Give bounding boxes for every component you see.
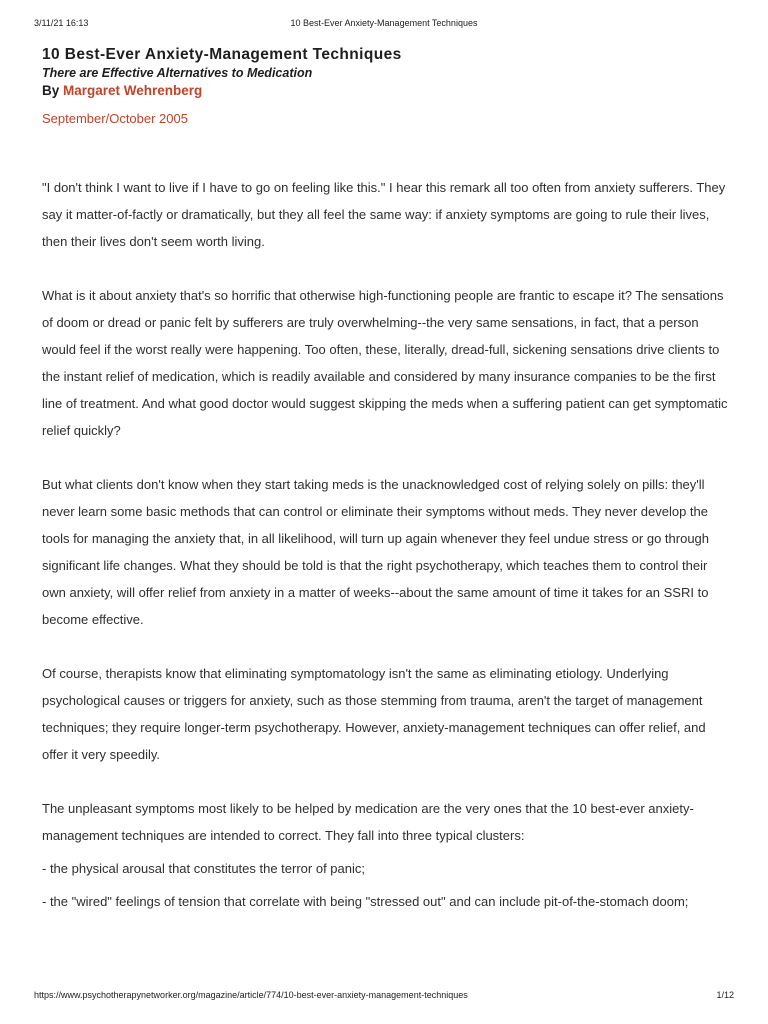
article-subtitle: There are Effective Alternatives to Medication bbox=[42, 66, 313, 80]
paragraph: What is it about anxiety that's so horrific that otherwise high-functioning people are frantic to escape it? The sensations of doom or dread or panic felt by sufferers are truly overwhelming--the very same sensations, in fact, that a person would feel if the worst really were happening. Too often, these, literally, dread-full, sickening sensations drive clients to the instant relief of medication, which is readily available and considered by many insurance companies to be the first line of treatment. And what good doctor would suggest skipping the meds when a suffering patient can get symptomatic relief quickly? bbox=[42, 288, 728, 438]
paragraph: The unpleasant symptoms most likely to be helped by medication are the very ones that the 10 best-ever anxiety-management techniques are intended to correct. They fall into three typical clusters: bbox=[42, 801, 694, 843]
article-title: 10 Best-Ever Anxiety-Management Techniques bbox=[42, 46, 402, 63]
print-page-title: 10 Best-Ever Anxiety-Management Techniques bbox=[290, 18, 478, 28]
print-datetime: 3/11/21 16:13 bbox=[34, 18, 89, 28]
print-url: https://www.psychotherapynetworker.org/magazine/article/774/10-best-ever-anxiety-management-techniques bbox=[34, 990, 468, 1000]
article-body bbox=[42, 174, 732, 921]
paragraph: But what clients don't know when they start taking meds is the unacknowledged cost of relying solely on pills: they'll never learn some basic methods that can control or eliminate their symptoms without meds. They never develop the tools for managing the anxiety that, in all likelihood, will turn up again whenever they feel undue stress or go through significant life changes. What they should be told is that the right psychotherapy, which teaches them to control their own anxiety, will offer relief from anxiety in a matter of weeks--about the same amount of time it takes for an SSRI to become effective. bbox=[42, 477, 710, 627]
byline-prefix: By bbox=[42, 83, 64, 98]
paragraph: Of course, therapists know that eliminating symptomatology isn't the same as eliminating etiology. Underlying psychological causes or triggers for anxiety, such as those stemming from trauma, aren't the target of management techniques; they require longer-term psychotherapy. However, anxiety-management techniques can offer relief, and offer it very speedily. bbox=[42, 666, 706, 762]
print-header bbox=[34, 18, 734, 32]
paragraph: "I don't think I want to live if I have to go on feeling like this." I hear this remark all too often from anxiety sufferers. They say it matter-of-factly or dramatically, but they all feel the same way: if anxiety symptoms are going to rule their lives, then their lives don't seem worth living. bbox=[42, 180, 726, 249]
print-footer bbox=[34, 990, 734, 1004]
publication-date: September/October 2005 bbox=[42, 111, 188, 126]
list-item: - the physical arousal that constitutes the terror of panic; bbox=[42, 861, 366, 876]
list-item: - the "wired" feelings of tension that correlate with being "stressed out" and can include pit-of-the-stomach doom; bbox=[42, 894, 689, 909]
article-header bbox=[42, 45, 732, 128]
author-link[interactable]: Margaret Wehrenberg bbox=[63, 83, 203, 98]
byline bbox=[42, 81, 732, 101]
page-number: 1/12 bbox=[716, 990, 734, 1000]
